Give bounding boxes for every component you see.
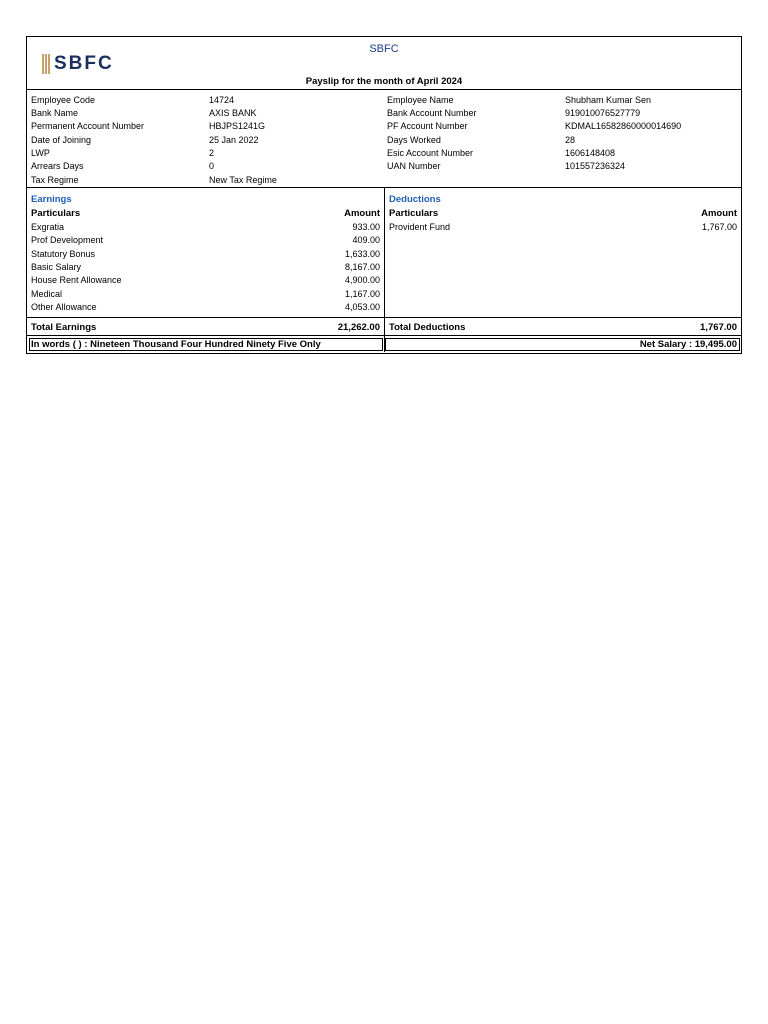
net-salary: Net Salary : 19,495.00 [639, 339, 737, 350]
amount-in-words-box [29, 338, 383, 351]
logo-text: SBFC [54, 53, 114, 74]
detail-value: 1606148408 [565, 148, 616, 158]
earning-amount: 4,053.00 [344, 302, 380, 312]
total-earnings-amount: 21,262.00 [337, 322, 380, 333]
detail-label: PF Account Number [387, 121, 468, 131]
total-earnings-label: Total Earnings [31, 322, 97, 333]
earning-name: Exgratia [31, 222, 65, 232]
payslip [26, 36, 742, 354]
detail-value: KDMAL16582860000014690 [565, 121, 682, 131]
total-deductions-label: Total Deductions [389, 322, 466, 333]
deductions-heading: Deductions [389, 194, 441, 205]
earning-amount: 8,167.00 [344, 262, 380, 272]
detail-value: Shubham Kumar Sen [565, 95, 652, 105]
earning-name: Medical [31, 289, 63, 299]
earnings-amount-header: Amount [344, 208, 380, 219]
detail-label: Tax Regime [31, 175, 79, 185]
logo-bars-icon [41, 54, 51, 74]
earning-name: Other Allowance [31, 302, 97, 312]
earning-amount: 933.00 [352, 222, 380, 232]
earning-name: Basic Salary [31, 262, 82, 272]
deduction-amount: 1,767.00 [701, 222, 737, 232]
detail-label: Days Worked [387, 135, 441, 145]
detail-label: Employee Code [31, 95, 96, 105]
earnings-heading: Earnings [31, 194, 72, 205]
company-name: SBFC [369, 43, 399, 55]
detail-label: Permanent Account Number [31, 121, 145, 131]
detail-label: Bank Account Number [387, 108, 477, 118]
earning-amount: 1,633.00 [344, 249, 380, 259]
detail-value: 2 [209, 148, 215, 158]
net-salary-box [385, 338, 740, 351]
detail-value: New Tax Regime [209, 175, 277, 185]
detail-label: UAN Number [387, 161, 441, 171]
detail-value: 14724 [209, 95, 235, 105]
detail-value: 101557236324 [565, 161, 626, 171]
detail-value: AXIS BANK [209, 108, 257, 118]
earning-name: House Rent Allowance [31, 275, 122, 285]
earning-amount: 4,900.00 [344, 275, 380, 285]
detail-value: 28 [565, 135, 576, 145]
earning-name: Statutory Bonus [31, 249, 96, 259]
detail-label: Bank Name [31, 108, 79, 118]
detail-label: Esic Account Number [387, 148, 474, 158]
earnings-particulars-header: Particulars [31, 208, 81, 219]
amount-in-words: In words ( ) : Nineteen Thousand Four Hundred Ninety Five Only [31, 339, 321, 350]
total-deductions-amount: 1,767.00 [700, 322, 737, 333]
deduction-name: Provident Fund [389, 222, 451, 232]
detail-label: LWP [31, 148, 50, 158]
deductions-particulars-header: Particulars [389, 208, 439, 219]
detail-value: 0 [209, 161, 215, 171]
detail-label: Employee Name [387, 95, 454, 105]
detail-label: Date of Joining [31, 135, 92, 145]
detail-value: HBJPS1241G [209, 121, 266, 131]
sbfc-logo [41, 53, 141, 75]
earning-name: Prof Development [31, 235, 104, 245]
earning-amount: 409.00 [352, 235, 380, 245]
deductions-amount-header: Amount [701, 208, 737, 219]
detail-value: 919010076527779 [565, 108, 641, 118]
earning-amount: 1,167.00 [344, 289, 380, 299]
page-title: Payslip for the month of April 2024 [305, 76, 463, 87]
detail-label: Arrears Days [31, 161, 84, 171]
detail-value: 25 Jan 2022 [209, 135, 259, 145]
